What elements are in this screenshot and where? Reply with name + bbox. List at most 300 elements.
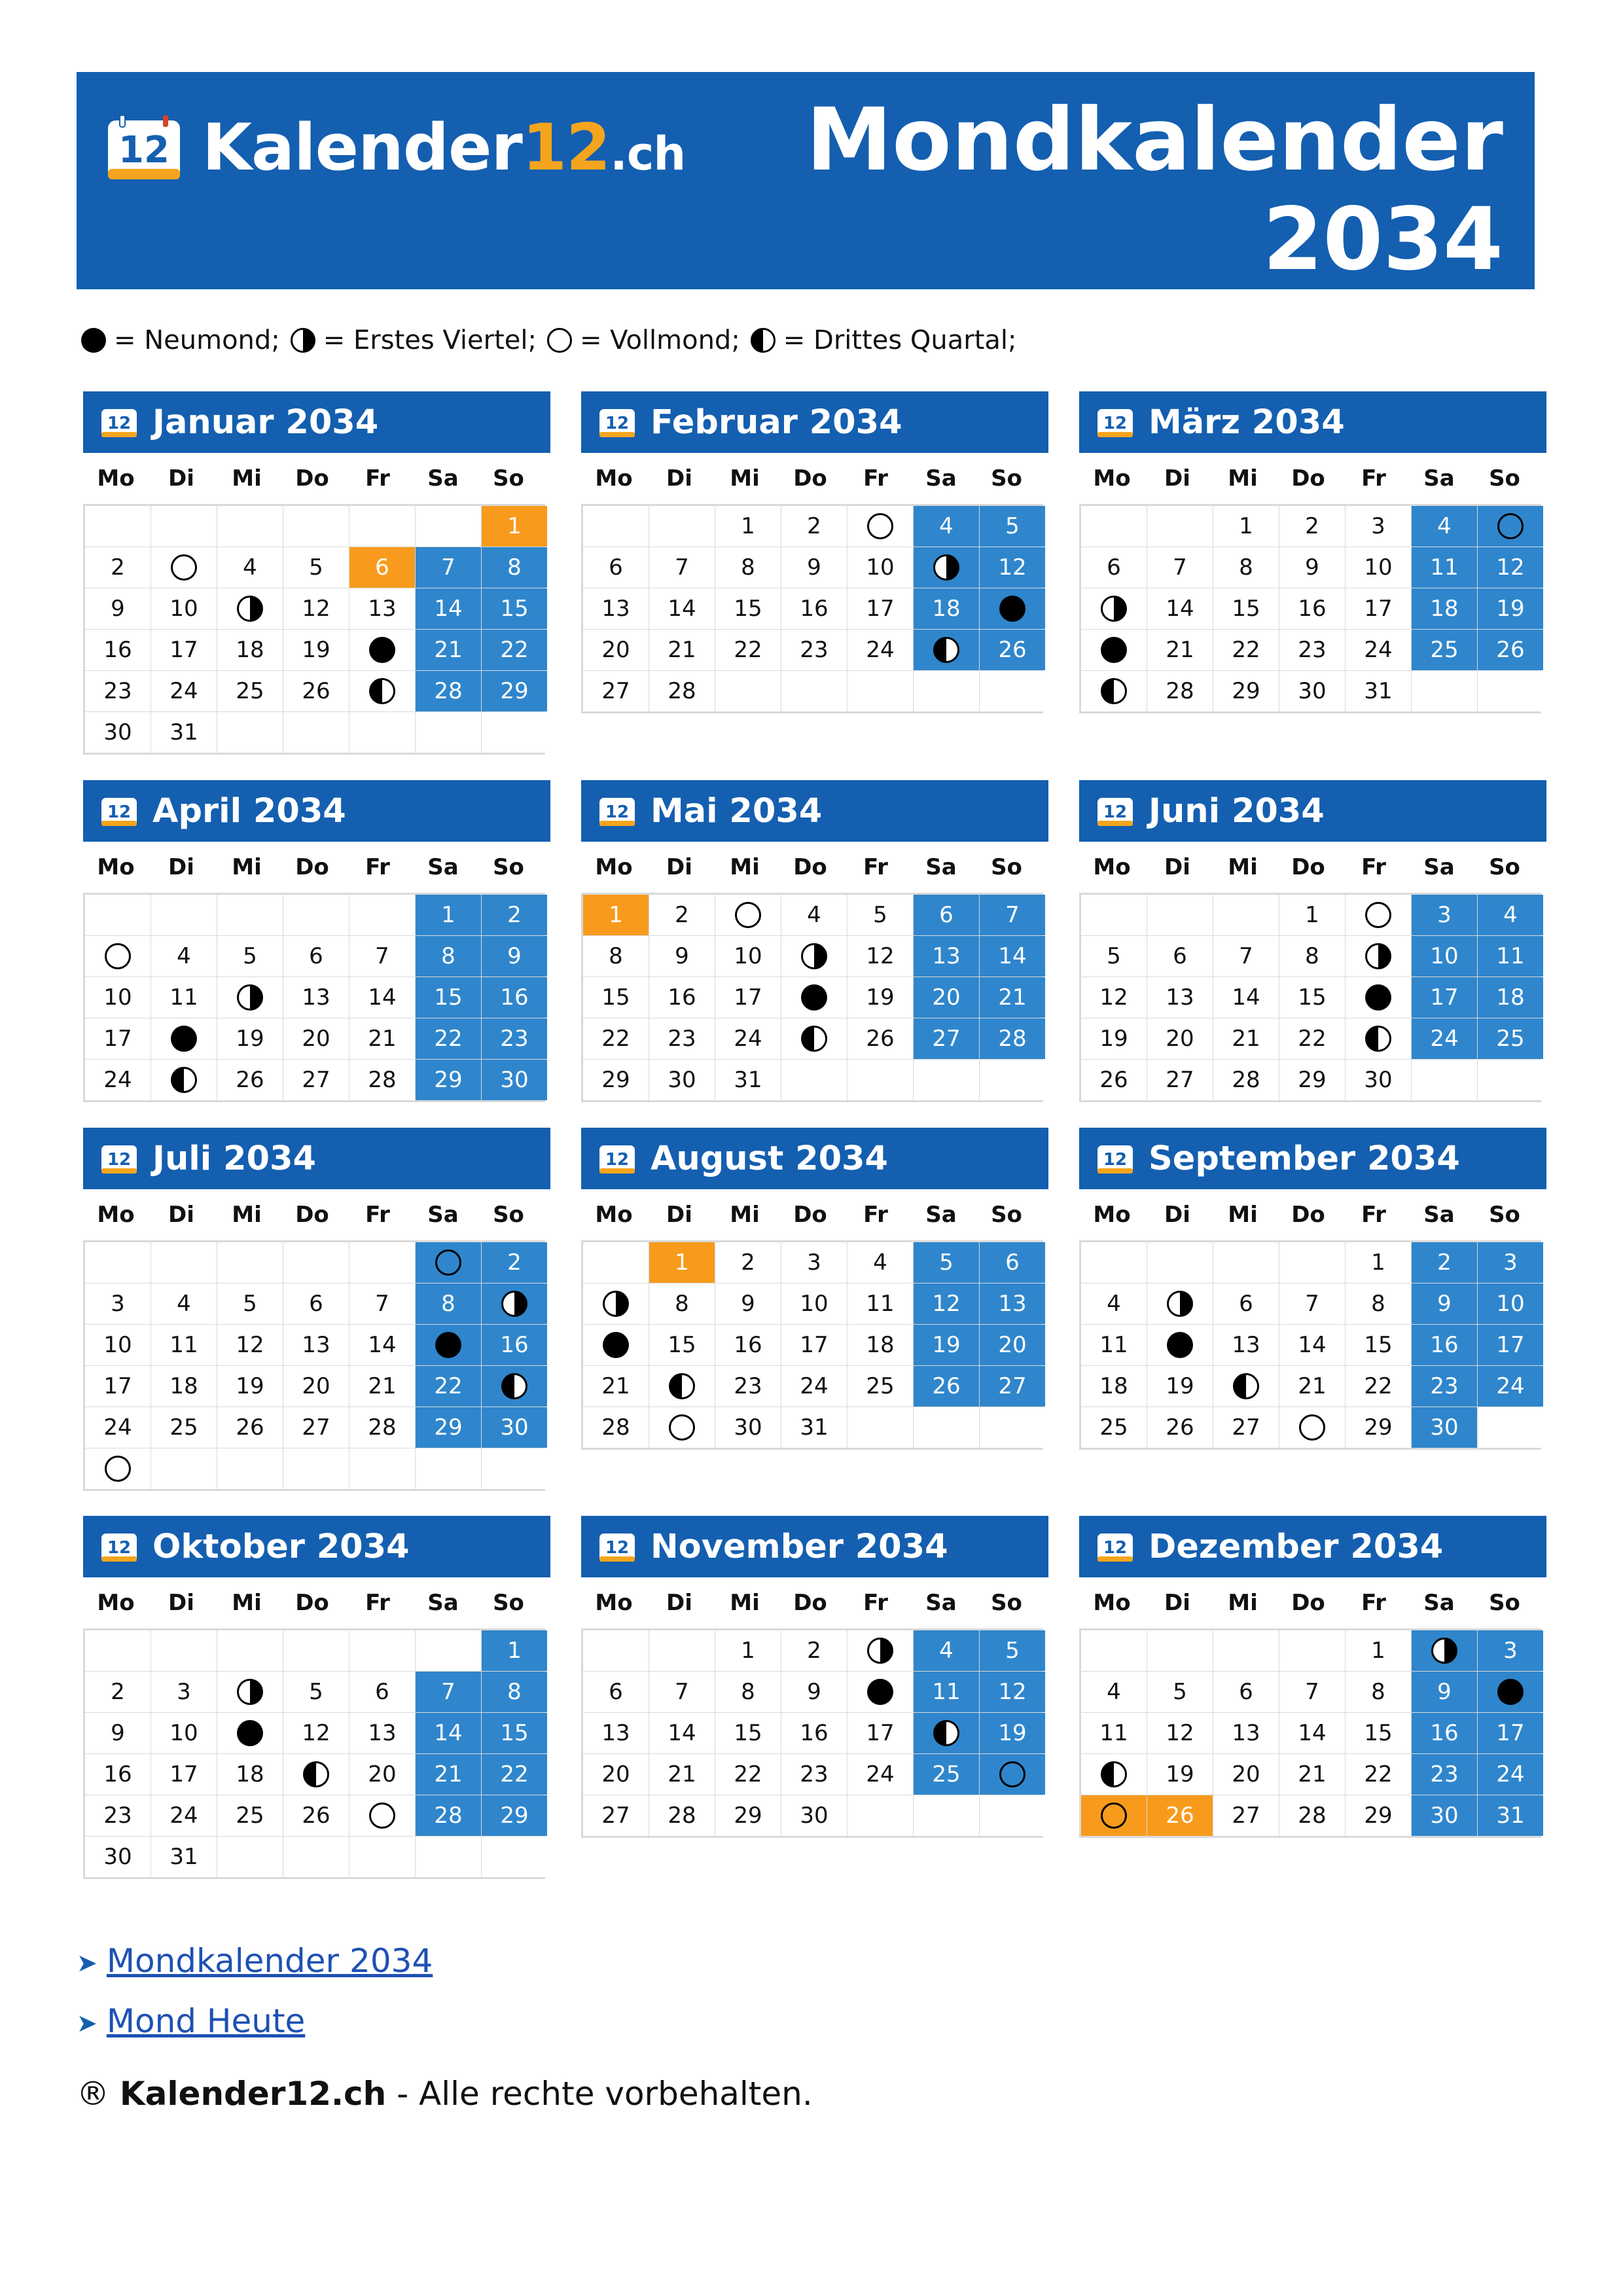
day-cell[interactable]: 28 xyxy=(349,1060,415,1100)
day-cell[interactable]: 5 xyxy=(283,1672,349,1712)
day-cell[interactable]: 17 xyxy=(151,1754,217,1795)
day-cell[interactable]: 29 xyxy=(715,1795,781,1836)
day-cell[interactable]: 21 xyxy=(1147,630,1213,670)
day-cell[interactable]: 6 xyxy=(283,1283,349,1324)
day-cell[interactable]: 10 xyxy=(715,936,781,977)
day-cell[interactable]: 6 xyxy=(583,547,649,588)
day-cell[interactable] xyxy=(847,506,913,547)
day-cell[interactable]: 5 xyxy=(1147,1672,1213,1712)
day-cell[interactable]: 17 xyxy=(847,588,913,629)
day-cell[interactable]: 1 xyxy=(482,1630,547,1671)
day-cell[interactable]: 10 xyxy=(781,1283,847,1324)
day-cell[interactable]: 7 xyxy=(649,1672,715,1712)
day-cell[interactable]: 7 xyxy=(1213,936,1279,977)
day-cell[interactable]: 17 xyxy=(1478,1713,1543,1753)
day-cell[interactable]: 31 xyxy=(715,1060,781,1100)
day-cell[interactable]: 11 xyxy=(151,1325,217,1365)
day-cell[interactable] xyxy=(847,1630,913,1671)
day-cell[interactable]: 7 xyxy=(649,547,715,588)
day-cell[interactable]: 6 xyxy=(1213,1672,1279,1712)
day-cell[interactable]: 15 xyxy=(583,977,649,1018)
day-cell[interactable]: 8 xyxy=(482,1672,547,1712)
day-cell[interactable]: 11 xyxy=(847,1283,913,1324)
day-cell[interactable]: 13 xyxy=(1213,1325,1279,1365)
day-cell[interactable]: 6 xyxy=(1147,936,1213,977)
day-cell[interactable]: 28 xyxy=(1147,671,1213,711)
day-cell[interactable]: 3 xyxy=(85,1283,151,1324)
day-cell[interactable]: 24 xyxy=(847,1754,913,1795)
day-cell[interactable]: 13 xyxy=(583,1713,649,1753)
day-cell[interactable]: 8 xyxy=(715,547,781,588)
day-cell[interactable] xyxy=(1081,630,1147,670)
day-cell[interactable]: 4 xyxy=(847,1242,913,1283)
day-cell[interactable] xyxy=(1346,1018,1411,1059)
day-cell[interactable]: 2 xyxy=(85,547,151,588)
day-cell[interactable]: 2 xyxy=(781,1630,847,1671)
day-cell[interactable]: 28 xyxy=(349,1407,415,1448)
day-cell[interactable] xyxy=(914,630,979,670)
day-cell[interactable]: 17 xyxy=(85,1018,151,1059)
day-cell[interactable]: 20 xyxy=(1147,1018,1213,1059)
day-cell[interactable]: 1 xyxy=(416,895,481,935)
day-cell[interactable] xyxy=(583,1325,649,1365)
day-cell[interactable]: 24 xyxy=(151,671,217,711)
day-cell[interactable]: 6 xyxy=(583,1672,649,1712)
day-cell[interactable]: 2 xyxy=(85,1672,151,1712)
day-cell[interactable]: 19 xyxy=(1147,1366,1213,1407)
day-cell[interactable]: 14 xyxy=(416,1713,481,1753)
day-cell[interactable]: 29 xyxy=(482,1795,547,1836)
day-cell[interactable]: 20 xyxy=(583,1754,649,1795)
day-cell[interactable]: 26 xyxy=(1081,1060,1147,1100)
day-cell[interactable]: 4 xyxy=(1081,1283,1147,1324)
day-cell[interactable]: 31 xyxy=(1478,1795,1543,1836)
day-cell[interactable]: 2 xyxy=(482,895,547,935)
day-cell[interactable]: 26 xyxy=(217,1407,283,1448)
day-cell[interactable]: 8 xyxy=(416,1283,481,1324)
day-cell[interactable]: 15 xyxy=(715,588,781,629)
day-cell[interactable]: 14 xyxy=(416,588,481,629)
day-cell[interactable]: 31 xyxy=(151,712,217,753)
day-cell[interactable]: 14 xyxy=(980,936,1045,977)
day-cell[interactable]: 25 xyxy=(151,1407,217,1448)
day-cell[interactable] xyxy=(85,1448,151,1489)
day-cell[interactable]: 27 xyxy=(980,1366,1045,1407)
day-cell[interactable]: 10 xyxy=(1478,1283,1543,1324)
day-cell[interactable]: 27 xyxy=(283,1060,349,1100)
day-cell[interactable]: 22 xyxy=(1213,630,1279,670)
day-cell[interactable]: 1 xyxy=(1346,1242,1411,1283)
day-cell[interactable]: 6 xyxy=(349,547,415,588)
day-cell[interactable]: 22 xyxy=(715,1754,781,1795)
day-cell[interactable]: 13 xyxy=(1213,1713,1279,1753)
day-cell[interactable] xyxy=(1279,1407,1345,1448)
day-cell[interactable]: 14 xyxy=(349,1325,415,1365)
day-cell[interactable]: 21 xyxy=(416,1754,481,1795)
day-cell[interactable]: 10 xyxy=(1346,547,1411,588)
day-cell[interactable]: 3 xyxy=(1346,506,1411,547)
day-cell[interactable]: 23 xyxy=(781,1754,847,1795)
day-cell[interactable] xyxy=(1081,671,1147,711)
day-cell[interactable]: 28 xyxy=(416,1795,481,1836)
day-cell[interactable]: 12 xyxy=(1478,547,1543,588)
day-cell[interactable]: 11 xyxy=(1478,936,1543,977)
day-cell[interactable]: 24 xyxy=(85,1407,151,1448)
day-cell[interactable]: 7 xyxy=(1279,1283,1345,1324)
day-cell[interactable]: 31 xyxy=(1346,671,1411,711)
day-cell[interactable]: 14 xyxy=(649,588,715,629)
day-cell[interactable]: 22 xyxy=(1279,1018,1345,1059)
day-cell[interactable] xyxy=(217,588,283,629)
day-cell[interactable]: 17 xyxy=(85,1366,151,1407)
day-cell[interactable]: 12 xyxy=(283,588,349,629)
day-cell[interactable]: 24 xyxy=(1346,630,1411,670)
day-cell[interactable]: 23 xyxy=(781,630,847,670)
day-cell[interactable]: 14 xyxy=(1147,588,1213,629)
day-cell[interactable]: 27 xyxy=(583,1795,649,1836)
day-cell[interactable] xyxy=(217,977,283,1018)
day-cell[interactable] xyxy=(781,977,847,1018)
link-mond-heute[interactable]: Mond Heute xyxy=(106,2002,306,2040)
day-cell[interactable]: 25 xyxy=(217,671,283,711)
day-cell[interactable]: 24 xyxy=(1412,1018,1477,1059)
day-cell[interactable]: 5 xyxy=(980,506,1045,547)
day-cell[interactable]: 23 xyxy=(85,1795,151,1836)
day-cell[interactable]: 17 xyxy=(1478,1325,1543,1365)
day-cell[interactable]: 25 xyxy=(1412,630,1477,670)
day-cell[interactable]: 19 xyxy=(1147,1754,1213,1795)
day-cell[interactable] xyxy=(1081,588,1147,629)
day-cell[interactable]: 23 xyxy=(85,671,151,711)
link-mondkalender[interactable]: Mondkalender 2034 xyxy=(106,1942,433,1980)
day-cell[interactable]: 7 xyxy=(349,936,415,977)
day-cell[interactable]: 1 xyxy=(1346,1630,1411,1671)
day-cell[interactable]: 10 xyxy=(151,1713,217,1753)
day-cell[interactable]: 26 xyxy=(1147,1407,1213,1448)
day-cell[interactable] xyxy=(1346,977,1411,1018)
day-cell[interactable]: 29 xyxy=(482,671,547,711)
day-cell[interactable]: 21 xyxy=(349,1366,415,1407)
day-cell[interactable]: 15 xyxy=(1279,977,1345,1018)
day-cell[interactable]: 3 xyxy=(1478,1630,1543,1671)
day-cell[interactable]: 8 xyxy=(1279,936,1345,977)
day-cell[interactable]: 18 xyxy=(151,1366,217,1407)
day-cell[interactable]: 29 xyxy=(583,1060,649,1100)
day-cell[interactable] xyxy=(217,1713,283,1753)
day-cell[interactable]: 29 xyxy=(1213,671,1279,711)
day-cell[interactable]: 13 xyxy=(349,1713,415,1753)
day-cell[interactable]: 31 xyxy=(151,1837,217,1877)
day-cell[interactable]: 20 xyxy=(283,1366,349,1407)
day-cell[interactable]: 22 xyxy=(583,1018,649,1059)
day-cell[interactable] xyxy=(1147,1283,1213,1324)
day-cell[interactable]: 6 xyxy=(1081,547,1147,588)
day-cell[interactable]: 30 xyxy=(482,1060,547,1100)
day-cell[interactable]: 9 xyxy=(1279,547,1345,588)
day-cell[interactable]: 24 xyxy=(151,1795,217,1836)
day-cell[interactable]: 17 xyxy=(151,630,217,670)
day-cell[interactable]: 9 xyxy=(85,1713,151,1753)
day-cell[interactable] xyxy=(1346,895,1411,935)
day-cell[interactable]: 12 xyxy=(914,1283,979,1324)
day-cell[interactable]: 11 xyxy=(151,977,217,1018)
day-cell[interactable]: 30 xyxy=(482,1407,547,1448)
day-cell[interactable]: 12 xyxy=(980,1672,1045,1712)
day-cell[interactable] xyxy=(151,547,217,588)
day-cell[interactable] xyxy=(217,1672,283,1712)
day-cell[interactable]: 5 xyxy=(914,1242,979,1283)
day-cell[interactable] xyxy=(649,1407,715,1448)
day-cell[interactable]: 13 xyxy=(283,1325,349,1365)
day-cell[interactable]: 1 xyxy=(715,1630,781,1671)
day-cell[interactable]: 24 xyxy=(847,630,913,670)
day-cell[interactable] xyxy=(980,588,1045,629)
day-cell[interactable]: 4 xyxy=(914,1630,979,1671)
day-cell[interactable]: 10 xyxy=(847,547,913,588)
day-cell[interactable]: 8 xyxy=(482,547,547,588)
day-cell[interactable]: 14 xyxy=(1279,1325,1345,1365)
day-cell[interactable]: 6 xyxy=(349,1672,415,1712)
day-cell[interactable]: 28 xyxy=(1279,1795,1345,1836)
day-cell[interactable]: 14 xyxy=(649,1713,715,1753)
day-cell[interactable]: 19 xyxy=(914,1325,979,1365)
day-cell[interactable]: 16 xyxy=(482,977,547,1018)
day-cell[interactable]: 12 xyxy=(217,1325,283,1365)
day-cell[interactable]: 23 xyxy=(715,1366,781,1407)
day-cell[interactable]: 2 xyxy=(1412,1242,1477,1283)
day-cell[interactable]: 18 xyxy=(914,588,979,629)
day-cell[interactable] xyxy=(1081,1754,1147,1795)
day-cell[interactable]: 25 xyxy=(1478,1018,1543,1059)
day-cell[interactable]: 3 xyxy=(1478,1242,1543,1283)
day-cell[interactable]: 21 xyxy=(649,630,715,670)
day-cell[interactable]: 26 xyxy=(980,630,1045,670)
day-cell[interactable]: 12 xyxy=(283,1713,349,1753)
day-cell[interactable] xyxy=(482,1366,547,1407)
day-cell[interactable]: 18 xyxy=(1081,1366,1147,1407)
day-cell[interactable]: 26 xyxy=(914,1366,979,1407)
day-cell[interactable]: 22 xyxy=(482,1754,547,1795)
day-cell[interactable]: 20 xyxy=(1213,1754,1279,1795)
day-cell[interactable]: 4 xyxy=(217,547,283,588)
day-cell[interactable]: 28 xyxy=(649,671,715,711)
day-cell[interactable]: 1 xyxy=(1279,895,1345,935)
day-cell[interactable]: 24 xyxy=(715,1018,781,1059)
day-cell[interactable]: 5 xyxy=(980,1630,1045,1671)
day-cell[interactable] xyxy=(914,547,979,588)
day-cell[interactable]: 31 xyxy=(781,1407,847,1448)
day-cell[interactable]: 14 xyxy=(1213,977,1279,1018)
day-cell[interactable] xyxy=(283,1754,349,1795)
day-cell[interactable] xyxy=(416,1325,481,1365)
day-cell[interactable]: 8 xyxy=(416,936,481,977)
day-cell[interactable]: 17 xyxy=(847,1713,913,1753)
day-cell[interactable] xyxy=(1412,1630,1477,1671)
day-cell[interactable] xyxy=(349,630,415,670)
day-cell[interactable]: 11 xyxy=(1412,547,1477,588)
day-cell[interactable] xyxy=(847,1672,913,1712)
day-cell[interactable]: 10 xyxy=(151,588,217,629)
day-cell[interactable]: 7 xyxy=(1147,547,1213,588)
day-cell[interactable]: 16 xyxy=(85,630,151,670)
day-cell[interactable]: 29 xyxy=(1346,1407,1411,1448)
day-cell[interactable]: 8 xyxy=(583,936,649,977)
day-cell[interactable]: 23 xyxy=(1412,1366,1477,1407)
day-cell[interactable]: 12 xyxy=(980,547,1045,588)
day-cell[interactable]: 26 xyxy=(283,1795,349,1836)
day-cell[interactable]: 9 xyxy=(1412,1283,1477,1324)
day-cell[interactable]: 10 xyxy=(1412,936,1477,977)
day-cell[interactable]: 2 xyxy=(781,506,847,547)
day-cell[interactable]: 23 xyxy=(649,1018,715,1059)
day-cell[interactable]: 3 xyxy=(1412,895,1477,935)
day-cell[interactable]: 19 xyxy=(217,1018,283,1059)
site-logo[interactable] xyxy=(105,109,685,187)
day-cell[interactable]: 18 xyxy=(847,1325,913,1365)
day-cell[interactable]: 26 xyxy=(1147,1795,1213,1836)
day-cell[interactable]: 20 xyxy=(283,1018,349,1059)
day-cell[interactable] xyxy=(151,1060,217,1100)
day-cell[interactable]: 19 xyxy=(217,1366,283,1407)
day-cell[interactable]: 30 xyxy=(1279,671,1345,711)
day-cell[interactable]: 16 xyxy=(1279,588,1345,629)
day-cell[interactable]: 26 xyxy=(217,1060,283,1100)
day-cell[interactable]: 9 xyxy=(85,588,151,629)
day-cell[interactable]: 19 xyxy=(1081,1018,1147,1059)
day-cell[interactable]: 13 xyxy=(1147,977,1213,1018)
day-cell[interactable]: 18 xyxy=(1412,588,1477,629)
day-cell[interactable]: 13 xyxy=(914,936,979,977)
day-cell[interactable]: 30 xyxy=(85,712,151,753)
day-cell[interactable]: 5 xyxy=(847,895,913,935)
day-cell[interactable]: 24 xyxy=(85,1060,151,1100)
day-cell[interactable]: 30 xyxy=(1346,1060,1411,1100)
day-cell[interactable]: 15 xyxy=(482,588,547,629)
day-cell[interactable]: 4 xyxy=(151,936,217,977)
day-cell[interactable]: 20 xyxy=(914,977,979,1018)
day-cell[interactable]: 7 xyxy=(980,895,1045,935)
day-cell[interactable] xyxy=(349,1795,415,1836)
day-cell[interactable]: 7 xyxy=(1279,1672,1345,1712)
day-cell[interactable] xyxy=(649,1366,715,1407)
day-cell[interactable]: 19 xyxy=(1478,588,1543,629)
day-cell[interactable] xyxy=(914,1713,979,1753)
day-cell[interactable]: 12 xyxy=(1147,1713,1213,1753)
day-cell[interactable]: 21 xyxy=(583,1366,649,1407)
day-cell[interactable]: 1 xyxy=(583,895,649,935)
day-cell[interactable]: 15 xyxy=(482,1713,547,1753)
day-cell[interactable]: 7 xyxy=(416,547,481,588)
day-cell[interactable]: 15 xyxy=(416,977,481,1018)
day-cell[interactable]: 5 xyxy=(283,547,349,588)
day-cell[interactable]: 24 xyxy=(1478,1754,1543,1795)
day-cell[interactable]: 13 xyxy=(283,977,349,1018)
day-cell[interactable]: 9 xyxy=(1412,1672,1477,1712)
day-cell[interactable] xyxy=(1213,1366,1279,1407)
day-cell[interactable]: 11 xyxy=(1081,1713,1147,1753)
day-cell[interactable]: 20 xyxy=(583,630,649,670)
day-cell[interactable]: 22 xyxy=(1346,1366,1411,1407)
day-cell[interactable]: 4 xyxy=(1081,1672,1147,1712)
day-cell[interactable]: 19 xyxy=(283,630,349,670)
day-cell[interactable]: 17 xyxy=(715,977,781,1018)
day-cell[interactable]: 22 xyxy=(416,1366,481,1407)
day-cell[interactable]: 28 xyxy=(583,1407,649,1448)
day-cell[interactable]: 26 xyxy=(283,671,349,711)
day-cell[interactable]: 5 xyxy=(1081,936,1147,977)
day-cell[interactable]: 16 xyxy=(781,588,847,629)
day-cell[interactable]: 21 xyxy=(1213,1018,1279,1059)
day-cell[interactable]: 25 xyxy=(1081,1407,1147,1448)
day-cell[interactable]: 22 xyxy=(1346,1754,1411,1795)
day-cell[interactable] xyxy=(583,1283,649,1324)
day-cell[interactable]: 6 xyxy=(914,895,979,935)
day-cell[interactable]: 13 xyxy=(583,588,649,629)
day-cell[interactable] xyxy=(349,671,415,711)
day-cell[interactable]: 25 xyxy=(914,1754,979,1795)
day-cell[interactable]: 23 xyxy=(1412,1754,1477,1795)
day-cell[interactable] xyxy=(416,1242,481,1283)
day-cell[interactable]: 17 xyxy=(1412,977,1477,1018)
day-cell[interactable]: 23 xyxy=(1279,630,1345,670)
day-cell[interactable]: 1 xyxy=(649,1242,715,1283)
day-cell[interactable]: 18 xyxy=(217,630,283,670)
day-cell[interactable]: 15 xyxy=(649,1325,715,1365)
day-cell[interactable]: 2 xyxy=(482,1242,547,1283)
day-cell[interactable]: 4 xyxy=(781,895,847,935)
day-cell[interactable] xyxy=(1478,506,1543,547)
day-cell[interactable]: 29 xyxy=(1346,1795,1411,1836)
day-cell[interactable]: 21 xyxy=(416,630,481,670)
day-cell[interactable]: 30 xyxy=(649,1060,715,1100)
day-cell[interactable]: 30 xyxy=(1412,1795,1477,1836)
day-cell[interactable]: 9 xyxy=(781,1672,847,1712)
day-cell[interactable]: 16 xyxy=(1412,1325,1477,1365)
day-cell[interactable]: 28 xyxy=(416,671,481,711)
day-cell[interactable]: 17 xyxy=(781,1325,847,1365)
day-cell[interactable]: 1 xyxy=(1213,506,1279,547)
day-cell[interactable]: 24 xyxy=(781,1366,847,1407)
day-cell[interactable]: 6 xyxy=(283,936,349,977)
day-cell[interactable]: 30 xyxy=(781,1795,847,1836)
day-cell[interactable]: 16 xyxy=(781,1713,847,1753)
day-cell[interactable]: 17 xyxy=(1346,588,1411,629)
day-cell[interactable]: 21 xyxy=(1279,1366,1345,1407)
day-cell[interactable]: 21 xyxy=(1279,1754,1345,1795)
day-cell[interactable]: 13 xyxy=(349,588,415,629)
day-cell[interactable]: 30 xyxy=(1412,1407,1477,1448)
day-cell[interactable]: 8 xyxy=(1346,1283,1411,1324)
day-cell[interactable]: 24 xyxy=(1478,1366,1543,1407)
day-cell[interactable]: 9 xyxy=(715,1283,781,1324)
day-cell[interactable]: 6 xyxy=(1213,1283,1279,1324)
day-cell[interactable]: 13 xyxy=(980,1283,1045,1324)
day-cell[interactable] xyxy=(715,895,781,935)
day-cell[interactable]: 18 xyxy=(217,1754,283,1795)
day-cell[interactable]: 20 xyxy=(349,1754,415,1795)
day-cell[interactable]: 15 xyxy=(1346,1713,1411,1753)
day-cell[interactable]: 21 xyxy=(349,1018,415,1059)
day-cell[interactable]: 27 xyxy=(1213,1407,1279,1448)
day-cell[interactable]: 10 xyxy=(85,1325,151,1365)
day-cell[interactable]: 5 xyxy=(217,936,283,977)
day-cell[interactable]: 8 xyxy=(715,1672,781,1712)
day-cell[interactable]: 4 xyxy=(1478,895,1543,935)
day-cell[interactable]: 22 xyxy=(416,1018,481,1059)
day-cell[interactable]: 29 xyxy=(416,1060,481,1100)
day-cell[interactable]: 1 xyxy=(482,506,547,547)
day-cell[interactable]: 25 xyxy=(847,1366,913,1407)
